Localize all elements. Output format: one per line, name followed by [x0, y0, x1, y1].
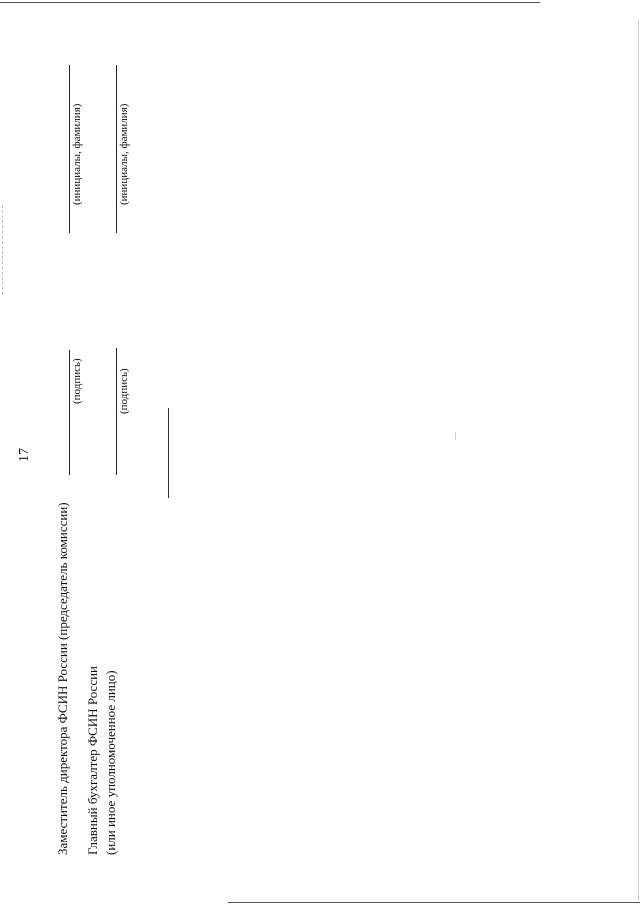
- page-number: 17: [17, 448, 32, 462]
- deputy-signature-line: [69, 350, 70, 475]
- accountant-name-line: [116, 65, 117, 233]
- deputy-name-caption: (инициалы, фамилия): [71, 103, 83, 205]
- chief-accountant-label: Главный бухгалтер ФСИН России: [85, 665, 100, 855]
- chief-accountant-sublabel: (или иное уполномоченное лицо): [103, 670, 118, 855]
- deputy-signature-caption: (подпись): [71, 358, 83, 404]
- margin-mark: [168, 408, 169, 498]
- accountant-signature-line: [116, 348, 117, 475]
- scan-edge-bottom: [228, 902, 640, 903]
- scan-edge-top: [0, 2, 540, 3]
- scan-speck: [455, 432, 456, 440]
- deputy-director-label: Заместитель директора ФСИН России (председатель комиссии): [55, 502, 70, 855]
- scan-edge-left: [2, 205, 4, 295]
- accountant-signature-caption: (подпись): [118, 368, 130, 414]
- deputy-name-line: [69, 65, 70, 233]
- accountant-name-caption: (инициалы, фамилия): [118, 103, 130, 205]
- scan-edge-right: [638, 20, 639, 900]
